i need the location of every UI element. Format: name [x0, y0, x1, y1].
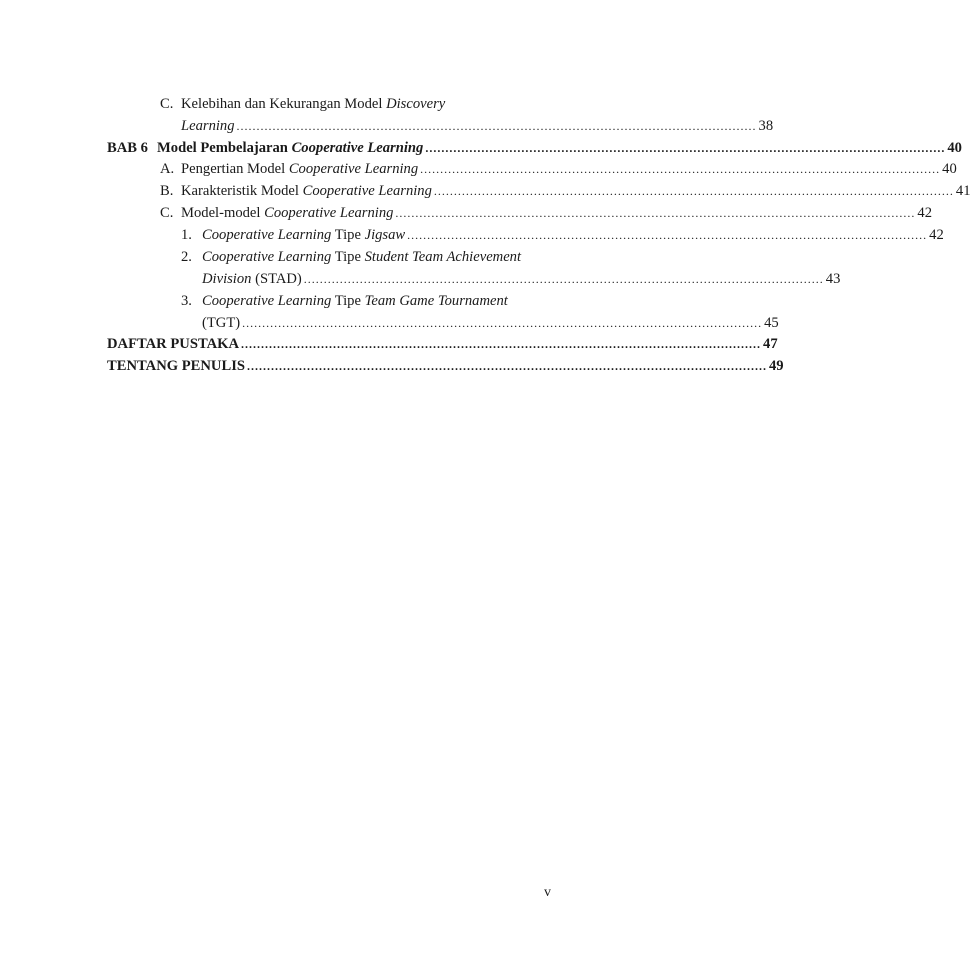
toc-entry-number: 3. [181, 293, 192, 309]
page-number: v [544, 885, 551, 900]
leader-dots: .................................................................................................................................. [241, 337, 762, 351]
toc-entry-text [202, 268, 302, 290]
toc-page-number: 40 [947, 140, 962, 156]
toc-entry-text-part: Karakteristik Model [181, 183, 299, 199]
toc-entry-italic: Cooperative Learning [202, 249, 332, 265]
toc-entry-italic: Cooperative Learning [202, 293, 332, 309]
toc-entry-3-line1 [181, 290, 508, 312]
toc-entry-tentang-penulis [107, 355, 784, 377]
toc-entry-text: TENTANG PENULIS [107, 358, 245, 374]
leader-dots: .................................................................................................................................. [407, 228, 928, 242]
toc-entry-text-part: Model-model [181, 205, 261, 221]
toc-entry-a [160, 158, 957, 180]
toc-entry-text [181, 93, 445, 115]
toc-page-number: 49 [769, 358, 784, 374]
toc-page-number: 42 [917, 205, 933, 221]
toc-entry-2-line1 [181, 246, 521, 268]
toc-entry-3-line2 [202, 312, 779, 334]
toc-entry-text: (TGT) [202, 315, 241, 331]
leader-dots: .................................................................................................................................. [420, 162, 941, 176]
toc-entry-text [202, 290, 508, 312]
toc-entry-italic: Student Team Achievement [364, 249, 522, 265]
toc-entry-c-line1 [160, 93, 445, 115]
toc-page-number: 41 [955, 183, 971, 199]
toc-entry-italic: Cooperative Learning [302, 183, 432, 199]
toc-entry-bab6 [107, 137, 962, 159]
toc-page-number: 38 [758, 118, 774, 134]
toc-entry-italic: Cooperative Learning [202, 227, 332, 243]
toc-entry-italic: Learning [181, 118, 235, 134]
leader-dots: .................................................................................................................................. [242, 316, 763, 330]
toc-entry-c-line2 [181, 115, 774, 137]
toc-entry-2-line2 [202, 268, 841, 290]
toc-entry-italic: Division [202, 271, 252, 287]
toc-page-number: 40 [942, 161, 957, 177]
toc-entry-c2 [160, 202, 933, 224]
toc-entry-daftar-pustaka [107, 333, 778, 355]
toc-entry-text [107, 137, 423, 159]
toc-entry-text [181, 115, 235, 137]
toc-entry-letter: A. [160, 161, 175, 177]
toc-page-number: 47 [763, 336, 778, 352]
toc-entry-italic: Cooperative Learning [264, 205, 394, 221]
leader-dots: .................................................................................................................................. [433, 184, 954, 198]
toc-page-number: 42 [929, 227, 944, 243]
toc-page-number: 45 [764, 315, 779, 331]
toc-entry-italic: Team Game Tournament [364, 293, 508, 309]
toc-entry-letter: C. [160, 96, 174, 112]
toc-entry-text [160, 202, 393, 224]
toc-entry-text-part: Tipe [334, 249, 361, 265]
toc-entry-text-part: (STAD) [255, 271, 302, 287]
toc-entry-number: 2. [181, 249, 192, 265]
toc-entry-italic: Cooperative Learning [291, 140, 424, 156]
toc-entry-text [160, 180, 432, 202]
chapter-number: BAB 6 [107, 140, 148, 156]
leader-dots: .................................................................................................................................. [236, 119, 757, 133]
toc-entry-text-part: Tipe [334, 227, 361, 243]
leader-dots: .................................................................................................................................. [425, 141, 946, 155]
leader-dots: .................................................................................................................................. [395, 206, 916, 220]
toc-page-number: 43 [825, 271, 841, 287]
toc-entry-b [160, 180, 971, 202]
toc-entry-text [160, 158, 418, 180]
toc-entry-number: 1. [181, 227, 192, 243]
toc-entry-letter: B. [160, 183, 174, 199]
toc-entry-letter: C. [160, 205, 174, 221]
toc-entry-italic: Cooperative Learning [288, 161, 419, 177]
toc-entry-text-part: Kelebihan dan Kekurangan Model [181, 96, 383, 112]
toc-entry-italic: Jigsaw [364, 227, 406, 243]
toc-entry-text [202, 246, 521, 268]
toc-entry-text [181, 224, 405, 246]
toc-entry-1 [181, 224, 944, 246]
toc-entry-text-part: Tipe [334, 293, 361, 309]
toc-entry-text-part: Pengertian Model [181, 161, 286, 177]
toc-entry-italic: Discovery [386, 96, 446, 112]
toc-entry-text-part: Model Pembelajaran [157, 140, 288, 156]
leader-dots: .................................................................................................................................. [247, 359, 767, 373]
toc-entry-text: DAFTAR PUSTAKA [107, 336, 240, 352]
leader-dots: .................................................................................................................................. [303, 272, 824, 286]
